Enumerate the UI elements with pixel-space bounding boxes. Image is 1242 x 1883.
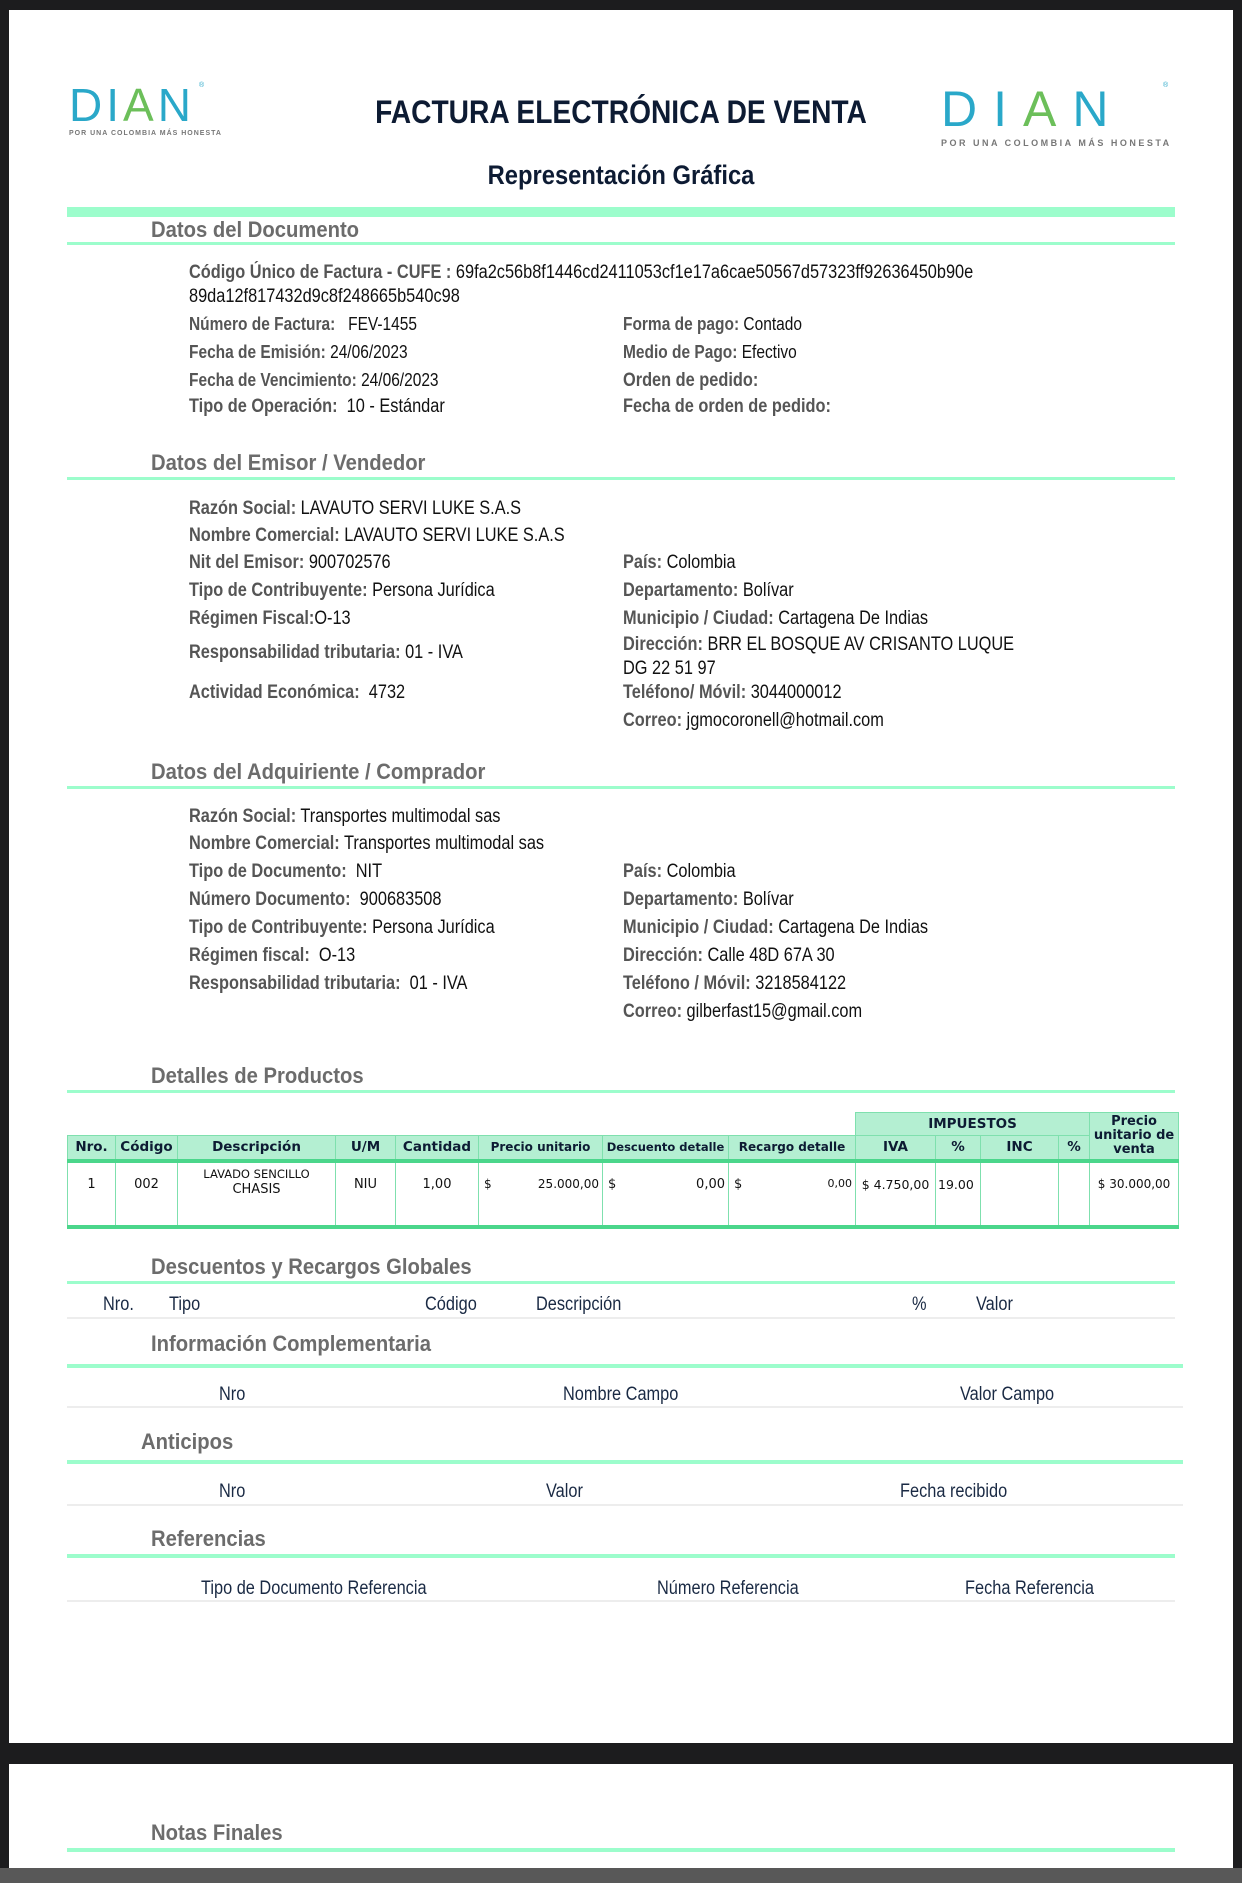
col-iva: IVA: [856, 1136, 936, 1161]
cufe-continuation: 89da12f817432d9c8f248665b540c98: [189, 286, 460, 307]
fecha-orden-pedido: Fecha de orden de pedido:: [623, 396, 831, 417]
cell-iva-pct: 19.00: [936, 1161, 981, 1227]
dian-logo-left: DIAN POR UNA COLOMBIA MÁS HONESTA ®: [69, 79, 222, 137]
section-band: [67, 207, 1175, 217]
cell-nro: 1: [68, 1161, 116, 1227]
table-row: [68, 1161, 1179, 1227]
section-rule: [67, 1090, 1175, 1093]
adquiriente-tipo-contribuyente: Tipo de Contribuyente: Persona Jurídica: [189, 917, 495, 938]
invoice-page-1: DIAN POR UNA COLOMBIA MÁS HONESTA ® DIAN POR UNA COLOMBIA MÁS HONESTA ® FACTURA ELECTRÓNICA DE VENTA Representación Gráfica Datos del Documento Código Único de Factura - CUFE : 69fa2c56b8f1446cd2411053cf1e17a6cae50567d57323ff92636450b90e 89da12f817432d9c8f248665b540c98 Número de Factura: FEV-1455 Fecha de Emisión: 24/06/2023 Fecha de Vencimiento: 24/06/2023 Tipo de Operación: 10 - Estándar Forma de pago: Contado Medio de Pago: Efectivo Orden de pedido: Fecha de orden de pedido: Datos del Emisor / Vendedor Razón Social: LAVAUTO SERVI LUKE S.A.S Nombre Comercial: LAVAUTO SERVI LUKE S.A.S Nit del Emisor: 900702576 Tipo de Contribuyente: Persona Jurídica Régimen Fiscal:O-13 Responsabilidad tributaria: 01 - IVA Actividad Económica: 4732 País: Colombia Departamento: Bolívar Municipio / Ciudad: Cartagena De Indias Dirección: BRR EL BOSQUE AV CRISANTO LUQUE DG 22 51 97 Teléfono/ Móvil: 3044000012 Correo: jgmocoronell@hotmail.com Datos del Adquiriente / Comprador Razón Social: Transportes multimodal sas Nombre Comercial: Transportes multimodal sas Tipo de Documento: NIT Número Documento: 900683508 Tipo de Contribuyente: Persona Jurídica Régimen fiscal: O-13 Responsabilidad tributaria: 01 - IVA País: Colombia Departamento: Bolívar Municipio / Ciudad: Cartagena De Indias Dirección: Calle 48D 67A 30 Teléfono / Móvil: 3218584122 Correo: gilberfast15@gmail.com Detalles de Productos IMPUESTOS Precio unitario de venta Nro. Código Descripción U/M Cantidad Precio unitario Descuento detalle Recargo detalle IVA % INC % 1 002 LAVADO SENCILLO CHASIS NIU 1,00 $ 25.000,00 $ 0,00 $ 0,00 $ 4.750,00 19.00 $ 30.000,00 Descuentos y Recargos Globales Nro. Tipo Código Descripción % Valor Información Complementaria Nro Nombre Campo Valor Campo Anticipos Nro Valor Fecha recibido Referencias Tipo de Documento Referencia Número Referencia Fecha Referencia: [9, 10, 1233, 1743]
medio-pago: Medio de Pago: Efectivo: [623, 342, 797, 362]
section-rule: [67, 786, 1175, 789]
cell-iva: $ 4.750,00: [856, 1161, 936, 1227]
row-divider: [67, 1406, 1183, 1408]
adquiriente-pais: País: Colombia: [623, 861, 736, 882]
adquiriente-municipio: Municipio / Ciudad: Cartagena De Indias: [623, 917, 929, 938]
viewer-bottom-bar: [0, 1868, 1242, 1883]
row-divider: [67, 1504, 1183, 1506]
emisor-pais: País: Colombia: [623, 552, 736, 573]
col-nro: Nro.: [68, 1136, 116, 1161]
section-title-referencias: Referencias: [151, 1526, 266, 1551]
emisor-municipio: Municipio / Ciudad: Cartagena De Indias: [623, 608, 929, 629]
section-rule: [67, 1554, 1175, 1558]
emisor-nombre-comercial: Nombre Comercial: LAVAUTO SERVI LUKE S.A.S: [189, 525, 565, 546]
fecha-vencimiento: Fecha de Vencimiento: 24/06/2023: [189, 370, 439, 390]
adquiriente-numero-documento: Número Documento: 900683508: [189, 889, 442, 910]
dian-logo-right: DIAN POR UNA COLOMBIA MÁS HONESTA ®: [941, 81, 1172, 148]
adquiriente-responsabilidad: Responsabilidad tributaria: 01 - IVA: [189, 973, 468, 994]
tipo-operacion: Tipo de Operación: 10 - Estándar: [189, 396, 445, 417]
col-precio-unitario: Precio unitario: [479, 1136, 603, 1161]
col-descuento-detalle: Descuento detalle: [603, 1136, 729, 1161]
section-title-anticipos: Anticipos: [141, 1429, 234, 1454]
products-table: [67, 1112, 1179, 1229]
col-cantidad: Cantidad: [396, 1136, 479, 1161]
cell-recargo: $ 0,00: [729, 1161, 856, 1227]
adquiriente-correo: Correo: gilberfast15@gmail.com: [623, 1001, 863, 1022]
section-rule: [67, 1281, 1175, 1284]
cell-codigo: 002: [116, 1161, 178, 1227]
col-iva-pct: %: [936, 1136, 981, 1161]
section-rule: [67, 1460, 1183, 1464]
adquiriente-razon-social: Razón Social: Transportes multimodal sas: [189, 806, 501, 827]
cell-descripcion: LAVADO SENCILLO CHASIS: [178, 1161, 336, 1227]
col-codigo: Código: [116, 1136, 178, 1161]
document-title: FACTURA ELECTRÓNICA DE VENTA: [375, 94, 867, 130]
col-um: U/M: [336, 1136, 396, 1161]
row-divider: [67, 1317, 1175, 1319]
cell-inc-pct: [1059, 1161, 1090, 1227]
adquiriente-direccion: Dirección: Calle 48D 67A 30: [623, 945, 835, 966]
col-precio-venta: Precio unitario de venta: [1090, 1113, 1179, 1162]
section-title-productos: Detalles de Productos: [151, 1063, 364, 1088]
section-title-complementaria: Información Complementaria: [151, 1331, 432, 1356]
emisor-tipo-contribuyente: Tipo de Contribuyente: Persona Jurídica: [189, 580, 495, 601]
orden-pedido: Orden de pedido:: [623, 370, 759, 391]
emisor-actividad: Actividad Económica: 4732: [189, 682, 406, 703]
adquiriente-regimen: Régimen fiscal: O-13: [189, 945, 356, 966]
cell-um: NIU: [336, 1161, 396, 1227]
section-rule: [67, 1848, 1175, 1852]
fecha-emision: Fecha de Emisión: 24/06/2023: [189, 342, 408, 362]
numero-factura: Número de Factura: FEV-1455: [189, 314, 418, 334]
emisor-razon-social: Razón Social: LAVAUTO SERVI LUKE S.A.S: [189, 498, 522, 519]
section-rule: [67, 242, 1175, 245]
cell-inc: [981, 1161, 1059, 1227]
emisor-regimen: Régimen Fiscal:O-13: [189, 608, 351, 629]
section-title-emisor: Datos del Emisor / Vendedor: [151, 450, 426, 475]
document-subtitle: Representación Gráfica: [487, 160, 755, 190]
section-title-documento: Datos del Documento: [151, 217, 360, 242]
logo-tagline: POR UNA COLOMBIA MÁS HONESTA: [941, 138, 1172, 148]
adquiriente-nombre-comercial: Nombre Comercial: Transportes multimodal sas: [189, 833, 545, 854]
emisor-telefono: Teléfono/ Móvil: 3044000012: [623, 682, 842, 703]
emisor-responsabilidad: Responsabilidad tributaria: 01 - IVA: [189, 642, 463, 663]
emisor-direccion-line2: DG 22 51 97: [623, 658, 716, 679]
adquiriente-departamento: Departamento: Bolívar: [623, 889, 794, 910]
section-title-notas: Notas Finales: [151, 1820, 283, 1845]
cell-cantidad: 1,00: [396, 1161, 479, 1227]
emisor-departamento: Departamento: Bolívar: [623, 580, 794, 601]
section-rule: [67, 477, 1175, 480]
cell-precio-unitario: $ 25.000,00: [479, 1161, 603, 1227]
cell-precio-venta: $ 30.000,00: [1090, 1161, 1179, 1227]
col-inc-pct: %: [1059, 1136, 1090, 1161]
emisor-nit: Nit del Emisor: 900702576: [189, 552, 391, 573]
col-descripcion: Descripción: [178, 1136, 336, 1161]
section-title-globales: Descuentos y Recargos Globales: [151, 1254, 472, 1279]
emisor-correo: Correo: jgmocoronell@hotmail.com: [623, 710, 884, 731]
adquiriente-telefono: Teléfono / Móvil: 3218584122: [623, 973, 847, 994]
col-recargo-detalle: Recargo detalle: [729, 1136, 856, 1161]
section-title-adquiriente: Datos del Adquiriente / Comprador: [151, 759, 486, 784]
col-inc: INC: [981, 1136, 1059, 1161]
section-rule: [67, 1364, 1183, 1368]
cufe-field: Código Único de Factura - CUFE : 69fa2c56b8f1446cd2411053cf1e17a6cae50567d57323ff92636450b90e: [189, 262, 974, 283]
forma-pago: Forma de pago: Contado: [623, 314, 802, 334]
logo-tagline: POR UNA COLOMBIA MÁS HONESTA: [69, 130, 222, 137]
cell-descuento: $ 0,00: [603, 1161, 729, 1227]
adquiriente-tipo-documento: Tipo de Documento: NIT: [189, 861, 383, 882]
emisor-direccion: Dirección: BRR EL BOSQUE AV CRISANTO LUQUE: [623, 634, 1015, 655]
invoice-page-2: [9, 1764, 1233, 1868]
row-divider: [67, 1600, 1175, 1602]
impuestos-group-header: IMPUESTOS: [856, 1113, 1090, 1136]
